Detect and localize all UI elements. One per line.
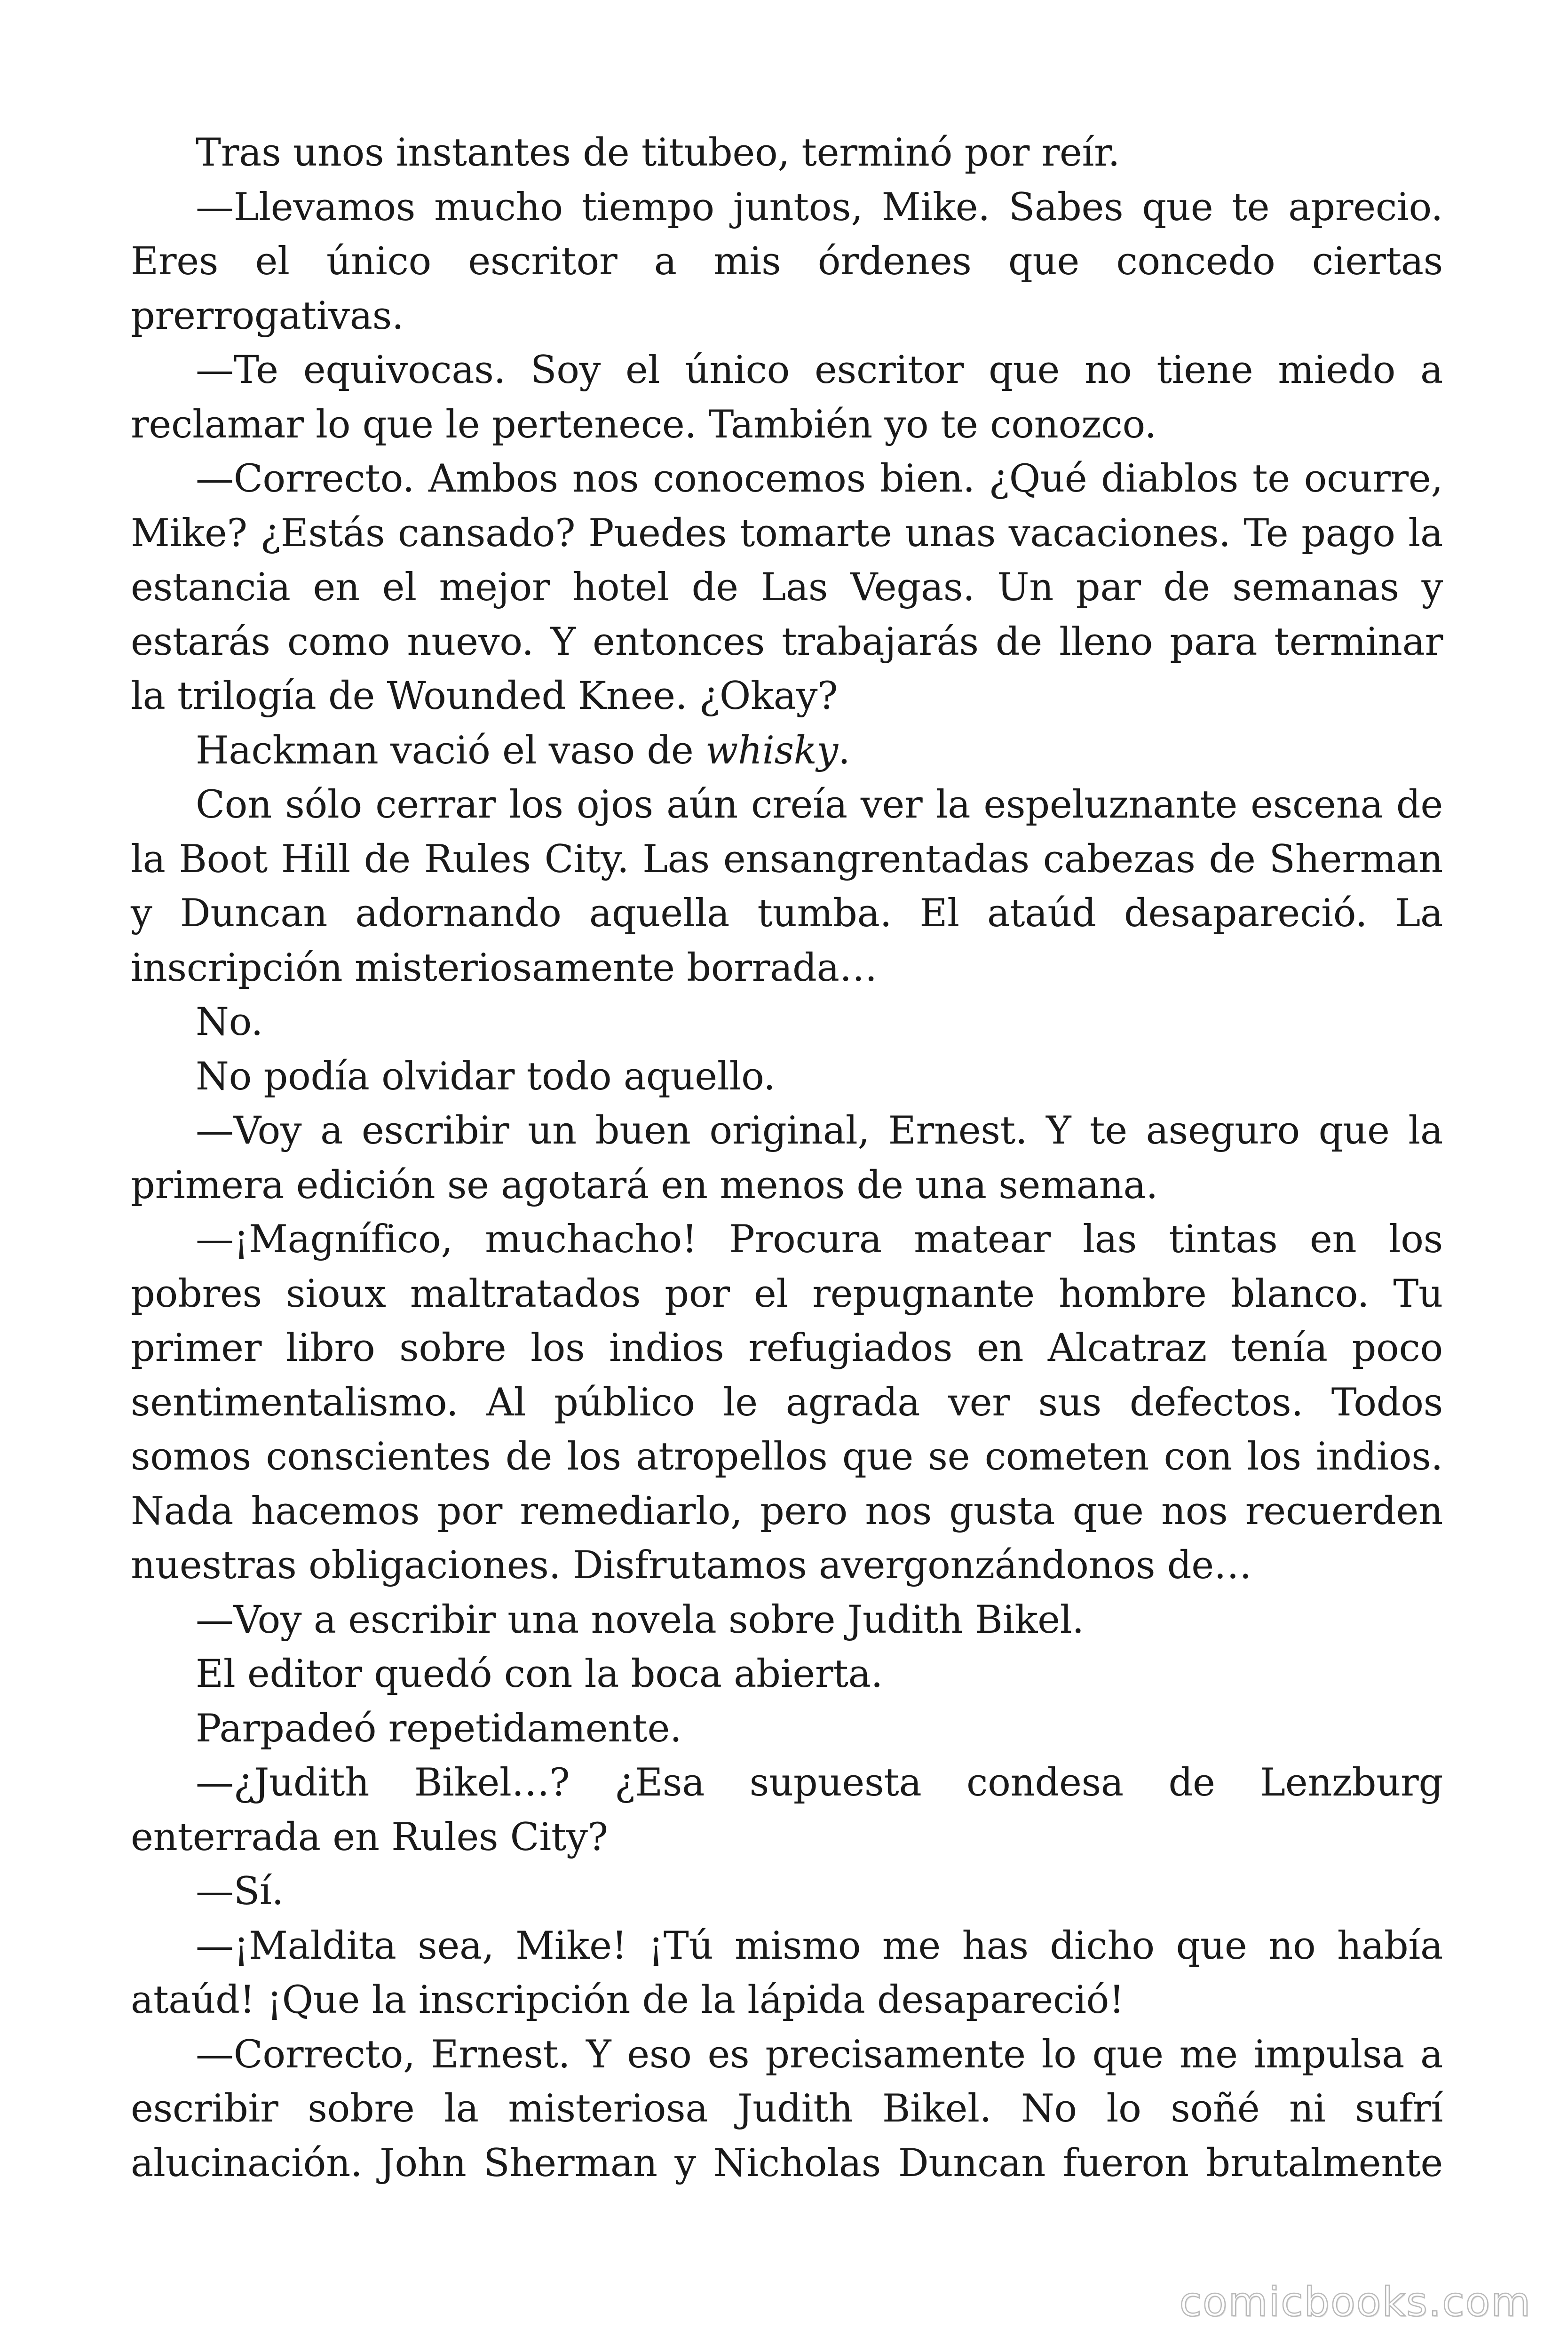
- page-text-body: [131, 126, 1443, 2191]
- paragraph: [131, 724, 1443, 779]
- paragraph: No.: [196, 1000, 263, 1044]
- emphasis-text: whisky: [705, 728, 839, 773]
- watermark: comicbooks.com: [1179, 2279, 1531, 2326]
- paragraph: —Te equivocas. Soy el único escritor que no tiene miedo a reclamar lo que le pertenece. También yo te conozco.: [131, 348, 1443, 447]
- paragraph-text: .: [838, 728, 850, 773]
- paragraph: —Voy a escribir un buen original, Ernest. Y te aseguro que la primera edición se agotará en menos de una semana.: [131, 1109, 1443, 1208]
- paragraph: No podía olvidar todo aquello.: [196, 1054, 776, 1099]
- paragraph: Tras unos instantes de titubeo, terminó por reír.: [196, 131, 1120, 175]
- paragraph: Parpadeó repetidamente.: [196, 1706, 682, 1751]
- paragraph: —Correcto. Ambos nos conocemos bien. ¿Qué diablos te ocurre, Mike? ¿Estás cansado? Puedes tomarte unas vacaciones. Te pago la estancia en el mejor hotel de Las Vegas. Un par de semanas y estarás como nuevo. Y entonces trabajarás de lleno para terminar la trilogía de Wounded Knee. ¿Okay?: [131, 457, 1443, 718]
- paragraph-text: Hackman vació el vaso de: [196, 728, 705, 773]
- paragraph: —¡Maldita sea, Mike! ¡Tú mismo me has dicho que no había ataúd! ¡Que la inscripción de la lápida desapareció!: [131, 1923, 1443, 2022]
- paragraph: —¡Magnífico, muchacho! Procura matear las tintas en los pobres sioux maltratados por el repugnante hombre blanco. Tu primer libro sobre los indios refugiados en Alcatraz tenía poco sentimentalismo. Al público le agrada ver sus defectos. Todos somos conscientes de los atropellos que se cometen con los indios. Nada hacemos por remediarlo, pero nos gusta que nos recuerden nuestras obligaciones. Disfrutamos avergonzándonos de…: [131, 1217, 1443, 1588]
- paragraph: —Voy a escribir una novela sobre Judith Bikel.: [196, 1597, 1084, 1642]
- paragraph: —Correcto, Ernest. Y eso es precisamente lo que me impulsa a escribir sobre la misteriosa Judith Bikel. No lo soñé ni sufrí alucinación. John Sherman y Nicholas Duncan fueron brutalmente: [131, 2032, 1443, 2185]
- paragraph: El editor quedó con la boca abierta.: [196, 1652, 883, 1696]
- paragraph: —Llevamos mucho tiempo juntos, Mike. Sabes que te aprecio. Eres el único escritor a mis órdenes que concedo ciertas prerrogativas.: [131, 185, 1443, 338]
- paragraph: —¿Judith Bikel…? ¿Esa supuesta condesa de Lenzburg enterrada en Rules City?: [131, 1761, 1443, 1859]
- paragraph: —Sí.: [196, 1869, 284, 1914]
- paragraph: Con sólo cerrar los ojos aún creía ver la espeluznante escena de la Boot Hill de Rules City. Las ensangrentadas cabezas de Sherman y Duncan adornando aquella tumba. El ataúd desapareció. La inscripción misteriosamente borrada…: [131, 783, 1443, 990]
